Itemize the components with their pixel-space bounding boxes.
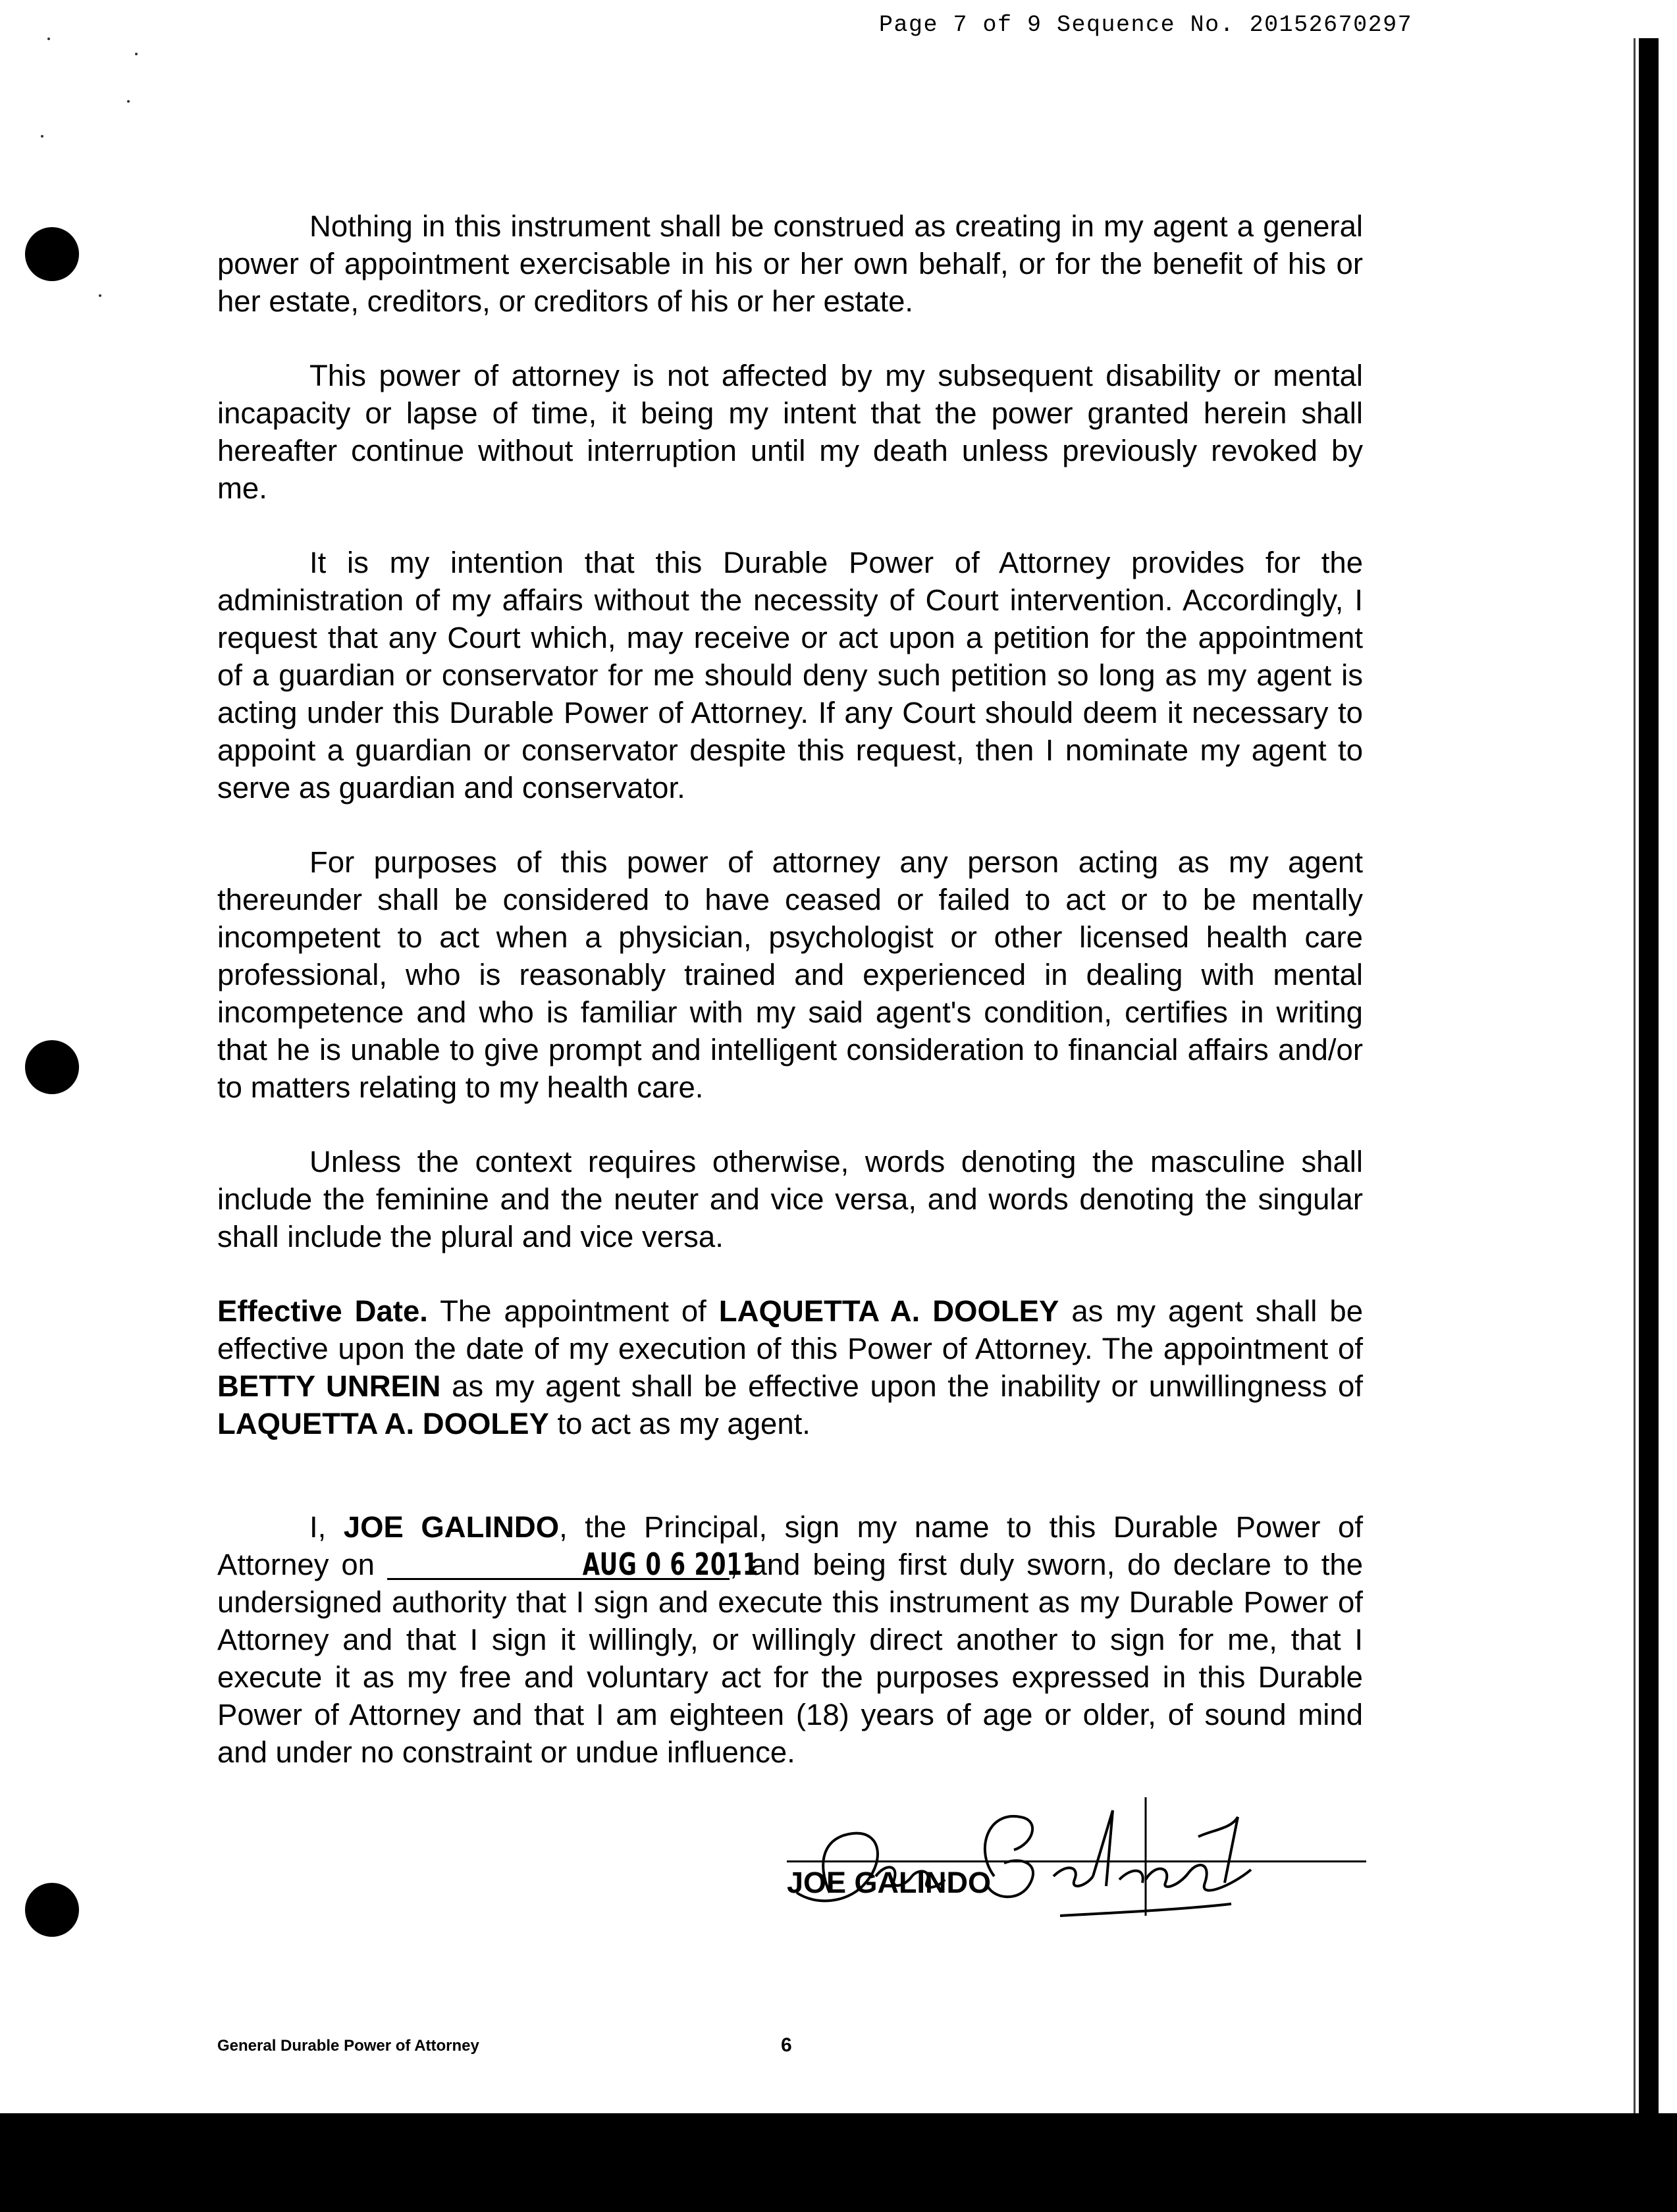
footer-page-number: 6	[781, 2034, 792, 2056]
execution-date-field	[387, 1546, 759, 1582]
punch-hole-top	[25, 227, 79, 281]
paragraph-incapacity: For purposes of this power of attorney any person acting as my agent thereunder shall be considered to have ceased or failed to act or to be mentally incompetent to act when a physician, psychologist or other licensed health care professional, who is reasonably trained and experienced in dealing with mental incompetence and who is familiar with my said agent's condition, certifies in writing that he is unable to give prompt and intelligent consideration to financial affairs and/or to matters relating to my health care.	[217, 845, 1363, 1104]
footer-document-title: General Durable Power of Attorney	[217, 2037, 479, 2055]
effective-date-label: Effective Date.	[217, 1294, 428, 1328]
scan-edge-line	[1634, 38, 1636, 2145]
document-body	[217, 207, 1363, 1808]
signer-name: JOE GALINDO	[787, 1866, 992, 1899]
scan-speck	[99, 294, 101, 297]
paragraph-declaration: I, JOE GALINDO, the Principal, sign my name to this Durable Power of Attorney on AUG 0 6 2011, and being first duly sworn, do declare to the undersigned authority that I sign and execute this instrument as my Durable Power of Attorney and that I sign it willingly, or willingly direct another to sign for me, that I execute it as my free and voluntary act for the purposes expressed in this Durable Power of Attorney and that I am eighteen (18) years of age or older, of sound mind and under no constraint or undue influence.	[217, 1510, 1363, 1769]
scan-speck	[41, 135, 43, 138]
date-stamp: AUG 0 6 2011	[582, 1546, 759, 1582]
scan-speck	[127, 100, 130, 103]
scan-edge-right	[1639, 38, 1659, 2178]
paragraph-gender-number: Unless the context requires otherwise, words denoting the masculine shall include the feminine and the neuter and vice versa, and words denoting the singular shall include the plural and vice versa.	[217, 1145, 1363, 1253]
principal-name: JOE GALINDO	[343, 1510, 560, 1544]
paragraph-effective-date: Effective Date. The appointment of LAQUETTA A. DOOLEY as my agent shall be effective upon the date of my execution of this Power of Attorney. The appointment of BETTY UNREIN as my agent shall be effective upon the inability or unwillingness of LAQUETTA A. DOOLEY to act as my agent.	[217, 1294, 1363, 1440]
scan-speck	[135, 53, 138, 55]
successor-agent-name: BETTY UNREIN	[217, 1369, 441, 1403]
signature-line	[787, 1860, 1366, 1862]
agent-name: LAQUETTA A. DOOLEY	[217, 1407, 549, 1440]
punch-hole-middle	[25, 1040, 79, 1094]
scan-edge-bottom	[0, 2113, 1677, 2212]
fax-header: Page 7 of 9 Sequence No. 20152670297	[879, 12, 1413, 38]
agent-name: LAQUETTA A. DOOLEY	[718, 1294, 1059, 1328]
paragraph-durability: This power of attorney is not affected by my subsequent disability or mental incapacity or lapse of time, it being my intent that the power granted herein shall hereafter continue without interruption until my death unless previously revoked by me.	[217, 359, 1363, 505]
scan-speck	[47, 38, 50, 40]
punch-hole-bottom	[25, 1883, 79, 1937]
paragraph-court-intervention: It is my intention that this Durable Power of Attorney provides for the administration of my affairs without the necessity of Court intervention. Accordingly, I request that any Court which, may receive or act upon a petition for the appointment of a guardian or conservator for me should deny such petition so long as my agent is acting under this Durable Power of Attorney. If any Court should deem it necessary to appoint a guardian or conservator despite this request, then I nominate my agent to serve as guardian and conservator.	[217, 546, 1363, 804]
paragraph-general-power: Nothing in this instrument shall be construed as creating in my agent a general power of appointment exercisable in his or her own behalf, or for the benefit of his or her estate, creditors, or creditors of his or her estate.	[217, 209, 1363, 318]
